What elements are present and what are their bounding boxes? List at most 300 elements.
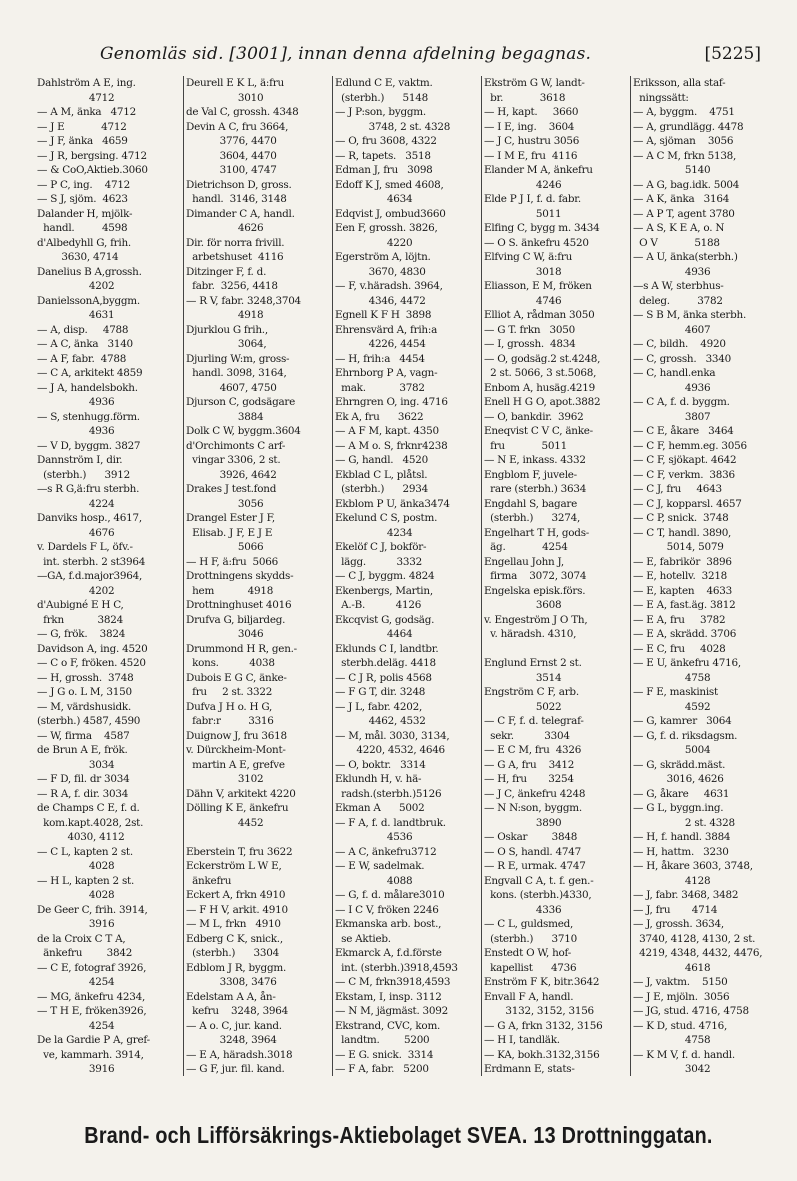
directory-entry-line: v. Engeström J O Th, [484, 613, 588, 626]
directory-entry-line: 4746 [484, 294, 562, 307]
directory-entry-line: Drummond H R, gen.- [186, 642, 297, 655]
directory-entry-line: 3248, 3964 [186, 1034, 277, 1046]
directory-entry-line: radsh.(sterbh.)5126 [335, 787, 442, 800]
directory-entry-line: Edqvist J, ombud3660 [335, 207, 446, 220]
directory-entry-line: Dolk C W, byggm.3604 [186, 425, 301, 437]
directory-entry-line: fabr. 3256, 4418 [186, 280, 278, 292]
directory-entry-line: d'Orchimonts C arf- [186, 439, 286, 452]
directory-entry-line: — E A, fast.äg. 3812 [633, 599, 736, 611]
directory-entry-line: — A C, änkefru3712 [335, 845, 437, 858]
directory-entry-line: — M, mål. 3030, 3134, [335, 729, 450, 742]
directory-entry-line: 3916 [37, 918, 115, 930]
directory-entry-line: — A, grundlägg. 4478 [633, 120, 744, 133]
directory-entry-line: sterbh.deläg. 4418 [335, 657, 436, 669]
directory-entry-line: int. (sterbh.)3918,4593 [335, 961, 458, 974]
directory-entry-line: 2 st. 5066, 3 st.5068, [484, 367, 597, 379]
directory-entry-line: (sterbh.) 3274, [484, 512, 581, 524]
directory-entry-line: — G, handl. 4520 [335, 454, 428, 466]
directory-entry-line: — C M, frkn3918,4593 [335, 976, 451, 988]
directory-entry-line: (sterbh.) 3304 [186, 947, 279, 959]
directory-entry-line: v. Dürckheim-Mont- [186, 744, 286, 756]
directory-entry-line: — I E, ing. 3604 [484, 120, 575, 133]
directory-entry-line: sekr. 3304 [484, 729, 570, 742]
directory-entry-line: Dimander C A, handl. [186, 207, 295, 220]
directory-entry-line: — H F, ä:fru 5066 [186, 555, 279, 568]
directory-entry-line: Engelska episk.förs. [484, 584, 586, 597]
directory-entry-line: 4234 [335, 526, 413, 539]
directory-entry-line: — J C, hustru 3056 [484, 135, 580, 147]
directory-entry-line: 3740, 4128, 4130, 2 st. [633, 932, 756, 945]
directory-entry-line: —s R G,ä:fru sterbh. [37, 483, 140, 495]
directory-entry-line: (sterbh.) 3710 [484, 932, 577, 945]
directory-entry-line: 4607, 4750 [186, 381, 277, 394]
directory-entry-line: 5011 [484, 207, 562, 220]
directory-entry-line: — MG, änkefru 4234, [37, 990, 146, 1003]
directory-entry-line: Ekblad C L, plåtsl. [335, 468, 428, 481]
directory-entry-line: — J, grossh. 3634, [633, 918, 724, 930]
directory-entry-line: handl. 3146, 3148 [186, 193, 287, 205]
directory-entry-line: — G, kamrer 3064 [633, 715, 732, 727]
directory-entry-line: Ekstam, I, insp. 3112 [335, 990, 442, 1003]
directory-entry-line: 3608 [484, 599, 562, 611]
directory-entry-line: — G F, jur. fil. kand. [186, 1063, 285, 1075]
directory-entry-line: Eriksson, alla staf- [633, 77, 726, 89]
directory-entry-line: 5004 [633, 744, 711, 756]
directory-entry-line: Egerström A, löjtn. [335, 251, 431, 263]
directory-entry-line: Een F, grossh. 3826, [335, 222, 438, 234]
directory-entry-line: — C o F, fröken. 4520 [37, 657, 146, 669]
directory-entry-line: — J F, änka 4659 [37, 135, 128, 147]
directory-entry-line: Drakes J test.fond [186, 483, 277, 495]
directory-entry-line: — J P:son, byggm. [335, 106, 426, 118]
directory-entry-line: Engblom F, juvele- [484, 468, 577, 481]
directory-entry-line: 3776, 4470 [186, 135, 277, 147]
directory-entry-line: 4464 [335, 628, 413, 640]
directory-entry-line: — O, boktr. 3314 [335, 758, 426, 771]
directory-entry-line: Edblom J R, byggm. [186, 961, 286, 974]
directory-entry-line: 5022 [484, 700, 562, 713]
directory-entry-line: — G, åkare 4631 [633, 787, 730, 800]
directory-entry-line: 4224 [37, 497, 115, 510]
directory-entry-line: 3630, 4714 [37, 251, 119, 263]
directory-entry-line: ve, kammarh. 3914, [37, 1048, 144, 1061]
directory-entry-line: 4336 [484, 903, 562, 916]
directory-entry-line: — E A, häradsh.3018 [186, 1048, 293, 1061]
directory-entry-line: Dähn V, arkitekt 4220 [186, 787, 296, 800]
directory-entry-line: — H L, kapten 2 st. [37, 874, 135, 887]
directory-entry-line: deleg. 3782 [633, 294, 723, 307]
directory-entry-line: — G T. frkn 3050 [484, 323, 575, 336]
directory-entry-line: — C E, fotograf 3926, [37, 961, 147, 974]
directory-entry-line: 3034 [37, 758, 115, 771]
directory-entry-line: 3016, 4626 [633, 773, 724, 785]
directory-entry-line: Drottningens skydds- [186, 570, 294, 582]
directory-entry-line: Edoff K J, smed 4608, [335, 178, 444, 191]
directory-entry-line: de la Croix C T A, [37, 932, 126, 945]
directory-entry-line: Djurklou G frih., [186, 323, 268, 336]
directory-entry-line: 4452 [186, 816, 264, 829]
directory-entry-line: 3514 [484, 671, 562, 684]
directory-entry-line: — H, frih:a 4454 [335, 352, 425, 365]
directory-entry-line: 3884 [186, 410, 264, 423]
directory-entry-line: Djurling W:m, gross- [186, 352, 290, 365]
directory-entry-line: — F, v.häradsh. 3964, [335, 280, 443, 292]
directory-entry-line: — A, disp. 4788 [37, 323, 129, 336]
directory-entry-line: — J R, bergsing. 4712 [37, 149, 147, 162]
directory-entry-line: Engelhart T H, gods- [484, 526, 590, 539]
directory-entry-line: 4712 [37, 91, 115, 104]
directory-entry-line: — I C V, fröken 2246 [335, 903, 439, 916]
directory-entry-line [183, 830, 333, 845]
directory-entry-line: — R V, fabr. 3248,3704 [186, 294, 301, 307]
directory-entry-line: — J L, fabr. 4202, [335, 700, 423, 713]
directory-entry-line: Dahlström A E, ing. [37, 77, 136, 89]
directory-entry-line: 4246 [484, 178, 562, 191]
directory-entry-line: — C, bildh. 4920 [633, 338, 726, 350]
directory-entry-line: Edelstam A A, ån- [186, 990, 276, 1003]
directory-entry-line: — E, hotellv. 3218 [633, 570, 728, 582]
directory-entry-line: — N M, jägmäst. 3092 [335, 1005, 449, 1017]
directory-column [630, 76, 776, 1076]
directory-entry-line: landtm. 5200 [335, 1034, 430, 1046]
directory-entry-line: Envall F A, handl. [484, 990, 574, 1003]
directory-entry-line: — C L, guldsmed, [484, 918, 574, 930]
directory-entry-line: Eckerström L W E, [186, 860, 282, 872]
directory-entry-line: 4634 [335, 193, 413, 205]
directory-entry-line: lägg. 3332 [335, 555, 422, 568]
directory-entry-line: — F E, maskinist [633, 686, 718, 698]
directory-entry-line: 3046 [186, 628, 264, 640]
directory-entry-line: se Aktieb. [335, 932, 391, 945]
directory-entry-line: Ekmanska arb. bost., [335, 918, 442, 930]
directory-entry-line: — G A, frkn 3132, 3156 [484, 1019, 603, 1032]
directory-entry-line: handl. 4598 [37, 222, 128, 234]
directory-entry-line: fru 2 st. 3322 [186, 686, 273, 698]
directory-entry-line: Engvall C A, t. f. gen.- [484, 874, 594, 887]
directory-entry-line [481, 642, 631, 657]
directory-entry-line: 3064, [186, 338, 267, 350]
directory-entry-line: — J C, änkefru 4248 [484, 787, 586, 800]
directory-entry-line: 3042 [633, 1063, 711, 1075]
directory-entry-line: Ekmarck A, f.d.förste [335, 947, 442, 959]
directory-entry-line: — H I, tandläk. [484, 1034, 560, 1046]
directory-entry-line: — F G T, dir. 3248 [335, 686, 426, 698]
directory-entry-line: 4346, 4472 [335, 294, 426, 307]
directory-entry-line: Eliasson, E M, fröken [484, 280, 592, 292]
directory-entry-line: — K D, stud. 4716, [633, 1019, 728, 1032]
directory-entry-line: — J A, handelsbokh. [37, 381, 138, 394]
directory-entry-line: — S J, sjöm. 4623 [37, 193, 128, 205]
directory-entry-line: Ekblom P U, änka3474 [335, 497, 450, 510]
directory-entry-line: Enbom A, husäg.4219 [484, 381, 596, 394]
directory-entry-line: — & CoO,Aktieb.3060 [37, 164, 148, 176]
directory-entry-line: 3890 [484, 816, 562, 829]
page-title: Genomläs sid. [3001], innan denna afdelning begagnas. [100, 44, 592, 64]
directory-entry-line: Dubois E G C, änke- [186, 671, 287, 684]
directory-entry-line: — F A, f. d. landtbruk. [335, 816, 446, 829]
directory-entry-line: — V D, byggm. 3827 [37, 439, 141, 452]
directory-entry-line: — A F M, kapt. 4350 [335, 425, 439, 437]
directory-entry-line: — M L, frkn 4910 [186, 918, 281, 930]
directory-entry-line: Ekelöf C J, bokför- [335, 541, 427, 553]
directory-entry-line: 3604, 4470 [186, 149, 277, 162]
directory-entry-line: Edlund C E, vaktm. [335, 77, 433, 89]
directory-entry-line: — A U, änka(sterbh.) [633, 251, 738, 263]
directory-entry-line: Engellau John J, [484, 555, 564, 568]
directory-entry-line: — G, f. d. målare3010 [335, 889, 445, 901]
directory-entry-line: 4030, 4112 [37, 831, 125, 843]
directory-entry-line: — I M E, fru 4116 [484, 149, 578, 162]
directory-entry-line: Devin A C, fru 3664, [186, 120, 289, 133]
directory-entry-line: Edberg C K, snick., [186, 932, 283, 945]
directory-entry-line: Ehrngren O, ing. 4716 [335, 396, 448, 408]
directory-entry-line: Dannström I, dir. [37, 454, 123, 466]
directory-entry-line: — P C, ing. 4712 [37, 178, 131, 191]
directory-entry-line: de Champs C E, f. d. [37, 802, 140, 814]
directory-entry-line: Danviks hosp., 4617, [37, 512, 142, 524]
directory-entry-line: — G, f. d. riksdagsm. [633, 729, 738, 742]
directory-entry-line: — W, firma 4587 [37, 729, 130, 742]
directory-entry-line: — Oskar 3848 [484, 831, 578, 843]
directory-entry-line: 5014, 5079 [633, 541, 724, 553]
directory-entry-line: 4626 [186, 222, 264, 234]
directory-entry-line: — C F, f. d. telegraf- [484, 715, 584, 727]
directory-entry-line: — O, fru 3608, 4322 [335, 135, 437, 147]
directory-entry-line: — N N:son, byggm. [484, 802, 582, 814]
directory-entry-line: Davidson A, ing. 4520 [37, 642, 148, 655]
directory-entry-line: 3100, 4747 [186, 164, 277, 176]
directory-entry-line: — O, bankdir. 3962 [484, 410, 584, 423]
directory-entry-line: 2 st. 4328 [633, 816, 735, 829]
directory-entry-line: v. Dardels F L, öfv.- [37, 541, 133, 553]
directory-entry-line: frkn 3824 [37, 613, 123, 626]
directory-entry-line: 4128 [633, 874, 711, 887]
directory-entry-line: (sterbh.) 2934 [335, 483, 428, 495]
page-header [0, 44, 797, 68]
directory-entry-line: — N E, inkass. 4332 [484, 454, 586, 466]
directory-entry-line: 4202 [37, 584, 115, 597]
directory-entry-line: Ehrensvärd A, frih:a [335, 323, 438, 336]
directory-entry-line: 4936 [37, 425, 115, 437]
directory-entry-line: Elfving C W, ä:fru [484, 251, 573, 263]
directory-entry-line: 4088 [335, 874, 413, 887]
directory-entry-line: — A, byggm. 4751 [633, 106, 735, 118]
directory-entry-line: Enell H G O, apot.3882 [484, 396, 601, 408]
directory-column [481, 76, 631, 1076]
directory-entry-line: — O, godsäg.2 st.4248, [484, 352, 601, 365]
directory-entry-line: 3102 [186, 773, 264, 785]
directory-entry-line: Elisab. J F, E J E [186, 526, 273, 539]
directory-entry-line: Erdmann E, stats- [484, 1063, 575, 1075]
directory-entry-line: Elliot A, rådman 3050 [484, 309, 595, 321]
directory-entry-line: ningssätt: [633, 91, 689, 104]
directory-entry-line: 5140 [633, 164, 711, 176]
directory-entry-line: Ehrnborg P A, vagn- [335, 367, 438, 379]
directory-entry-line: vingar 3306, 2 st. [186, 454, 281, 466]
directory-entry-line: Duignow J, fru 3618 [186, 729, 287, 742]
directory-entry-line: Egnell K F H 3898 [335, 309, 432, 321]
directory-entry-line: 4758 [633, 1034, 711, 1046]
directory-entry-line: — C F, sjökapt. 4642 [633, 454, 737, 466]
directory-entry-line: 4028 [37, 889, 115, 901]
directory-entry-line: Ekenbergs, Martin, [335, 584, 433, 597]
directory-entry-line: — J, fabr. 3468, 3482 [633, 889, 739, 901]
directory-entry-line: — A S, K E A, o. N [633, 222, 725, 234]
directory-entry-line: — C, handl.enka [633, 367, 716, 379]
directory-entry-line: — G, skrädd.mäst. [633, 758, 726, 771]
directory-entry-line: — H, grossh. 3748 [37, 671, 134, 684]
directory-entry-line: — J E, mjöln. 3056 [633, 990, 730, 1003]
directory-entry-line: — A o. C, jur. kand. [186, 1019, 282, 1032]
directory-entry-line: Engström C F, arb. [484, 686, 579, 698]
directory-entry-line: — C J R, polis 4568 [335, 671, 432, 684]
directory-entry-line: mak. 3782 [335, 381, 425, 394]
directory-entry-line: kefru 3248, 3964 [186, 1005, 289, 1017]
directory-entry-line: — E C M, fru 4326 [484, 744, 582, 756]
directory-entry-line: 4254 [37, 1019, 115, 1032]
directory-column [332, 76, 482, 1076]
directory-entry-line: Ekstrand, CVC, kom. [335, 1019, 441, 1032]
directory-entry-line: — E U, änkefru 4716, [633, 657, 741, 669]
directory-entry-line: De la Gardie P A, gref- [37, 1034, 150, 1046]
directory-entry-line: Ekman A 5002 [335, 802, 425, 814]
directory-entry-line: kons. (sterbh.)4330, [484, 889, 592, 901]
directory-entry-line: 4226, 4454 [335, 338, 426, 350]
directory-column [183, 76, 333, 1076]
directory-entry-line: — S, stenhugg.förm. [37, 410, 140, 423]
directory-entry-line: kapellist 4736 [484, 961, 577, 974]
directory-entry-line: Eckert A, frkn 4910 [186, 889, 286, 901]
directory-entry-line: br. 3618 [484, 91, 566, 104]
directory-entry-line: — H, åkare 3603, 3748, [633, 860, 753, 872]
directory-entry-line: kons. 4038 [186, 657, 275, 669]
directory-entry-line: Ek A, fru 3622 [335, 410, 424, 423]
directory-entry-line: 3132, 3152, 3156 [484, 1005, 594, 1017]
directory-entry-line: — E, fabrikör 3896 [633, 555, 732, 568]
directory-entry-line: — A F, fabr. 4788 [37, 352, 127, 365]
directory-entry-line: — H, kapt. 3660 [484, 106, 579, 118]
directory-column [34, 76, 184, 1076]
directory-entry-line: fabr:r 3316 [186, 715, 274, 727]
directory-entry-line: Elander M A, änkefru [484, 164, 593, 176]
directory-entry-line: — C A, arkitekt 4859 [37, 367, 143, 379]
directory-entry-line: 4758 [633, 671, 711, 684]
directory-entry-line: — M, värdshusidk. [37, 700, 131, 713]
directory-entry-line: — C T, handl. 3890, [633, 526, 732, 539]
directory-entry-line: 4592 [633, 700, 711, 713]
directory-entry-line: 3926, 4642 [186, 468, 277, 481]
directory-entry-line: — C, grossh. 3340 [633, 352, 732, 365]
directory-entry-line: — H, f. handl. 3884 [633, 831, 731, 843]
directory-entry-line: firma 3072, 3074 [484, 570, 587, 582]
directory-entry-line: Drufva G, biljardeg. [186, 613, 286, 626]
directory-entry-line: — C E, åkare 3464 [633, 425, 734, 437]
directory-entry-line: Enstedt O W, hof- [484, 947, 572, 959]
directory-entry-line: 4607 [633, 323, 711, 336]
directory-entry-line: Danelius B A,grossh. [37, 265, 142, 278]
directory-entry-line: — A K, änka 3164 [633, 193, 730, 205]
directory-entry-line: 5066 [186, 541, 264, 553]
directory-entry-line: änkefru 3842 [37, 947, 133, 959]
directory-entry-line: Dietrichson D, gross. [186, 178, 292, 191]
directory-entry-line: 4536 [335, 831, 413, 843]
directory-entry-line: 4631 [37, 309, 115, 321]
directory-entry-line: 4936 [633, 381, 711, 394]
directory-entry-line: 3010 [186, 91, 264, 104]
directory-entry-line: — E, kapten 4633 [633, 584, 732, 597]
directory-entry-line: 3670, 4830 [335, 265, 426, 278]
directory-entry-line: Dölling K E, änkefru [186, 802, 289, 814]
directory-entry-line: 3056 [186, 497, 264, 510]
directory-entry-line: — JG, stud. 4716, 4758 [633, 1005, 749, 1017]
directory-entry-line: handl. 3098, 3164, [186, 367, 287, 379]
directory-entry-line: DanielssonA,byggm. [37, 294, 140, 307]
directory-entry-line: 4618 [633, 961, 711, 974]
directory-entry-line: rare (sterbh.) 3634 [484, 483, 587, 495]
directory-entry-line: — R A, f. dir. 3034 [37, 787, 129, 800]
directory-entry-line: 4676 [37, 526, 115, 539]
directory-entry-line: 3916 [37, 1063, 115, 1075]
directory-entry-line: Ekström G W, landt- [484, 77, 585, 89]
directory-entry-line: de Brun A E, frök. [37, 744, 128, 756]
directory-entry-line: — G A, fru 3412 [484, 758, 575, 771]
directory-entry-line: Ekelund C S, postm. [335, 512, 438, 524]
directory-entry-line: hem 4918 [186, 584, 274, 597]
directory-entry-line: Ekcqvist G, godsäg. [335, 613, 435, 626]
directory-entry-line: — J G o. L M, 3150 [37, 686, 132, 698]
directory-entry-line: 4254 [37, 976, 115, 988]
directory-entry-line: (sterbh.) 3912 [37, 468, 130, 481]
directory-entry-line: Eklunds C I, landtbr. [335, 642, 439, 655]
directory-entry-line: Edman J, fru 3098 [335, 164, 433, 176]
directory-entry-line: — A G, bag.idk. 5004 [633, 178, 740, 191]
directory-entry-line: Eneqvist C V C, änke- [484, 425, 593, 437]
directory-entry-line: — J, fru 4714 [633, 903, 718, 916]
directory-entry-line: —s A W, sterbhus- [633, 280, 724, 292]
directory-entry-line: 4462, 4532 [335, 715, 426, 727]
directory-entry-line: Ditzinger F, f. d. [186, 265, 267, 278]
directory-entry-line: — K M V, f. d. handl. [633, 1048, 735, 1061]
directory-entry-line: — F A, fabr. 5200 [335, 1063, 429, 1075]
directory-entry-line: — H, hattm. 3230 [633, 845, 729, 858]
directory-entry-line: O V 5188 [633, 236, 720, 249]
directory-entry-line: A.-B. 4126 [335, 599, 422, 611]
directory-entry-line: — C J, kopparsl. 4657 [633, 497, 742, 510]
directory-entry-line: De Geer C, frih. 3914, [37, 903, 148, 916]
directory-entry-line: — A C, änka 3140 [37, 338, 133, 350]
directory-entry-line: änkefru [186, 874, 232, 887]
directory-entry-line: Engdahl S, bagare [484, 497, 578, 510]
directory-entry-line: — C J, byggm. 4824 [335, 570, 435, 582]
directory-entry-line: Enström F K, bitr.3642 [484, 976, 600, 988]
footer-advertisement: Brand- och Lifförsäkrings-Aktiebolaget SVEA. 13 Drottninggatan. [84, 1122, 713, 1148]
directory-entry-line: — F H V, arkit. 4910 [186, 903, 288, 916]
directory-entry-line: — J E 4712 [37, 120, 127, 133]
directory-entry-line: 3308, 3476 [186, 976, 277, 988]
directory-entry-line: Dufva J H o. H G, [186, 700, 273, 713]
directory-entry-line: — R E, urmak. 4747 [484, 860, 586, 872]
directory-entry-line: — A, sjöman 3056 [633, 135, 734, 147]
directory-entry-line: (sterbh.) 4587, 4590 [37, 715, 141, 727]
directory-entry-line: 4202 [37, 280, 115, 292]
directory-entry-line: — A M, änka 4712 [37, 106, 136, 118]
directory-entry-line: Drangel Ester J F, [186, 512, 275, 524]
directory-entry-line: Eklundh H, v. hä- [335, 773, 422, 785]
directory-entry-line: de Val C, grossh. 4348 [186, 106, 299, 118]
directory-entry-line: Eberstein T, fru 3622 [186, 845, 293, 858]
directory-entry-line: Deurell E K L, ä:fru [186, 77, 284, 89]
directory-entry-line: — E A, fru 3782 [633, 613, 726, 626]
